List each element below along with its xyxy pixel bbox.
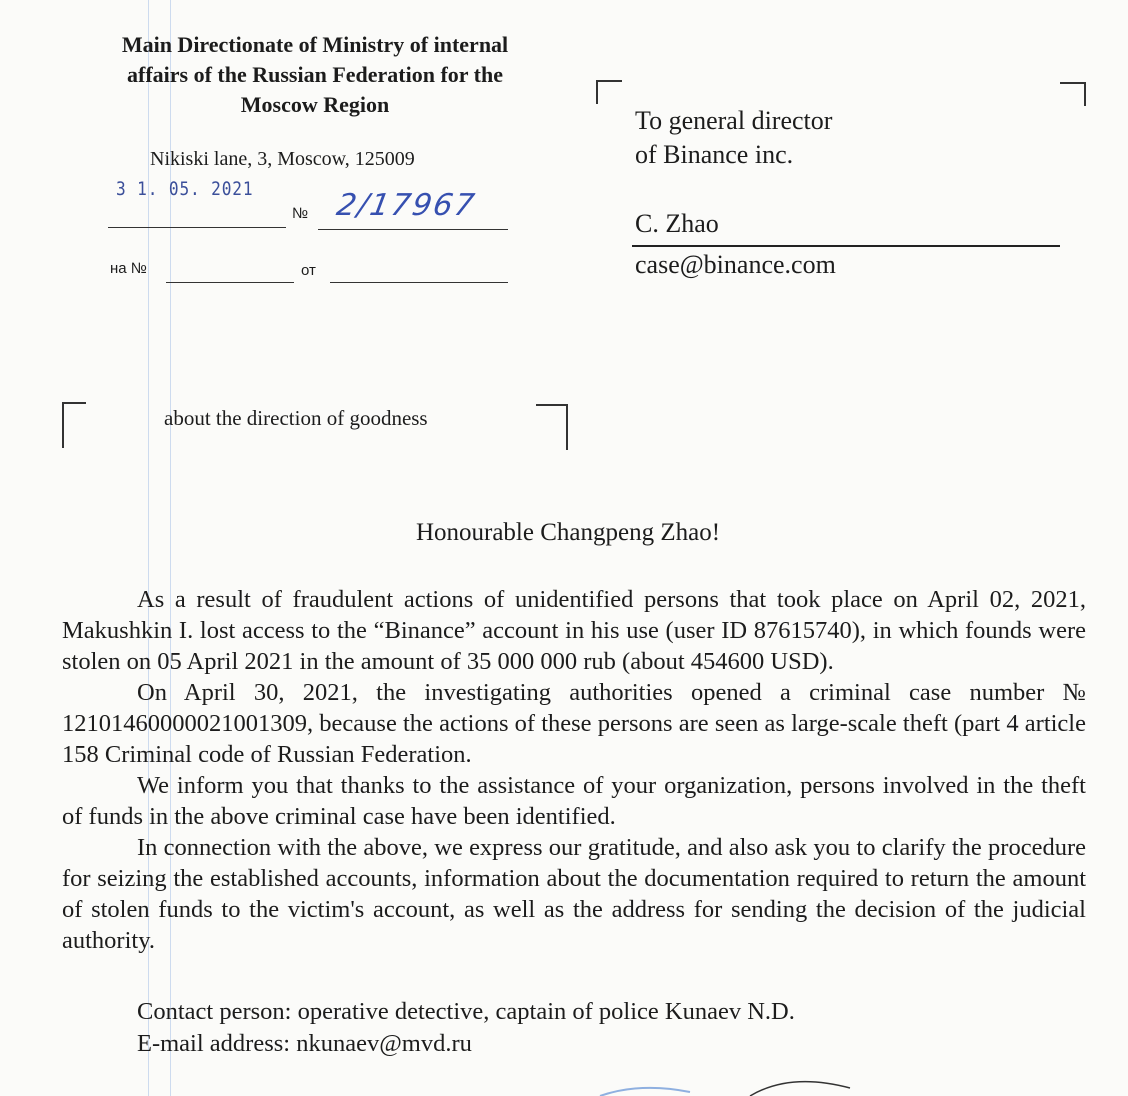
subject-corner-left [62, 402, 86, 448]
sender-organization [70, 30, 560, 120]
number-label: № [292, 205, 309, 222]
signature-stroke [560, 1066, 880, 1096]
recipient-name: C. Zhao [635, 209, 719, 238]
letter-body [62, 584, 1086, 956]
recipient-company: of Binance inc. [635, 140, 794, 169]
sender-org-line: Main Directionate of Ministry of internal [121, 32, 509, 57]
salutation: Honourable Changpeng Zhao! [415, 519, 721, 546]
recipient-underline [632, 245, 1060, 247]
handwritten-reg-number: 2/17967 [333, 188, 479, 223]
recipient-title: To general director [635, 106, 833, 135]
subject-line: about the direction of goodness [164, 406, 428, 430]
contact-email: E-mail address: nkunaev@mvd.ru [137, 1030, 472, 1057]
contact-person: Contact person: operative detective, captain of police Kunaev N.D. [137, 998, 795, 1025]
sender-org-line: Moscow Region [240, 92, 390, 117]
na-label: на № [110, 260, 147, 277]
sender-org-line: affairs of the Russian Federation for the [127, 62, 503, 87]
body-paragraph: As a result of fraudulent actions of unidentified persons that took place on April 02, 2021, Makushkin I. lost access to the “Binance” account in his use (user ID 87615740), in which founds were stolen on 05 April 2021 in the amount of 35 000 000 rub (about 454600 USD). [62, 586, 1086, 675]
body-paragraph: On April 30, 2021, the investigating authorities opened a criminal case number № 12101460000021001309, because the actions of these persons are seen as large-scale theft (part 4 article 158 Criminal code of Russian Federation. [62, 679, 1086, 768]
reference-line [166, 282, 294, 283]
body-paragraph: We inform you that thanks to the assistance of your organization, persons involved in the theft of funds in the above criminal case have been identified. [62, 772, 1086, 830]
reference-date-line [330, 282, 508, 283]
sender-address: Nikiski lane, 3, Moscow, 125009 [150, 148, 415, 170]
body-paragraph: In connection with the above, we express our gratitude, and also ask you to clarify the procedure for seizing the established accounts, information about the documentation required to return the amount of stolen funds to the victim's account, as well as the address for sending the decision of the judicial authority. [62, 834, 1086, 954]
number-line [318, 229, 508, 230]
recipient-corner-left [596, 80, 622, 104]
ot-label: от [301, 262, 316, 279]
recipient-email: case@binance.com [635, 250, 836, 279]
date-line [108, 227, 286, 228]
subject-corner-right [536, 404, 568, 450]
stamped-date: 3 1. 05. 2021 [116, 178, 254, 200]
recipient-corner-right [1060, 82, 1086, 106]
